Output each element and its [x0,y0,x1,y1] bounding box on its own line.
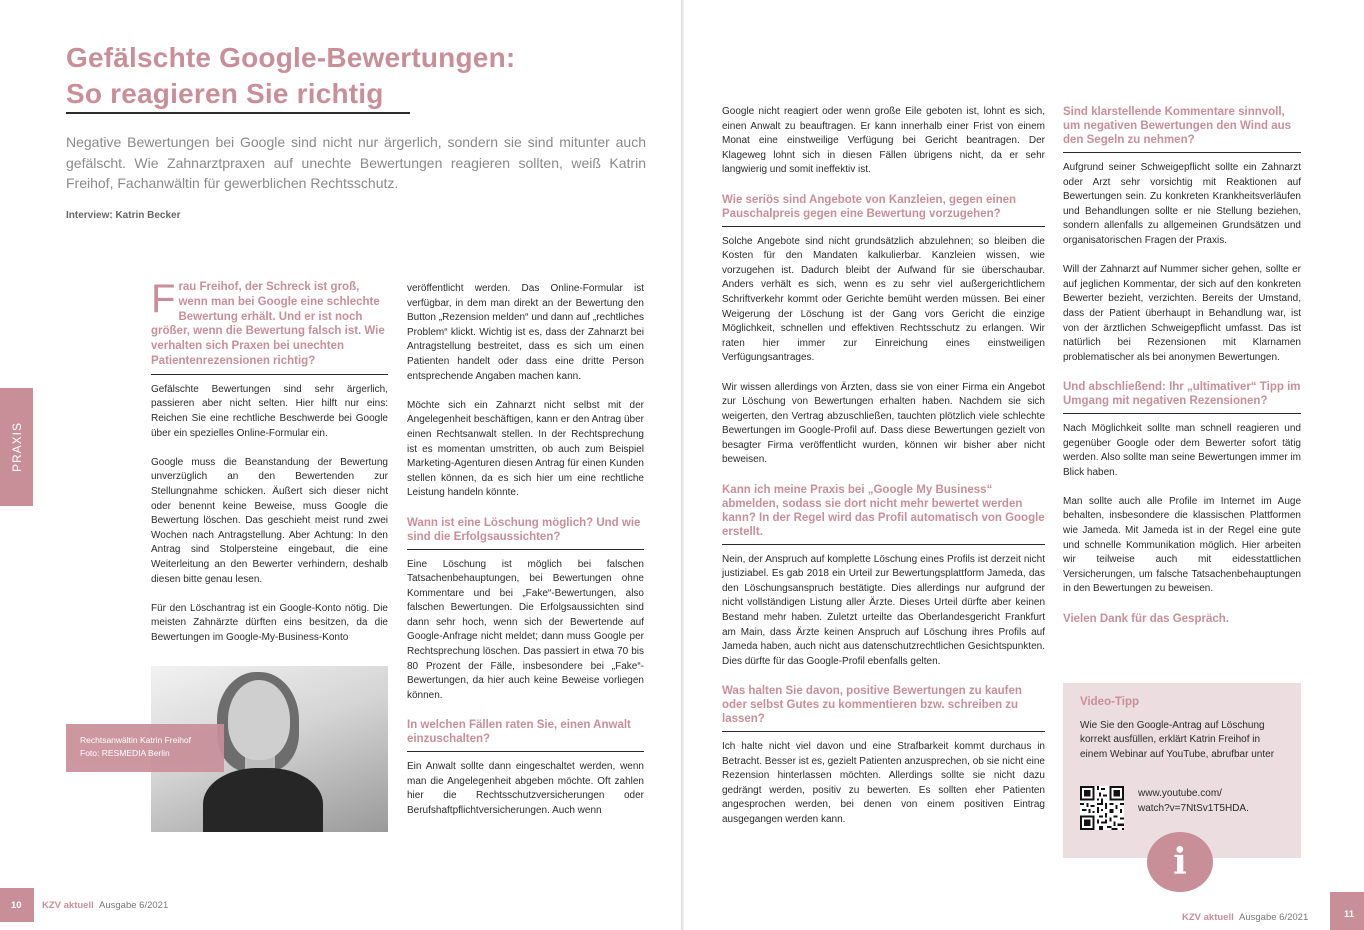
question-heading: Sind klarstellende Kommentare sinnvoll, um negativen Bewertungen den Wind aus den Segeln zu nehmen? [1063,105,1301,153]
video-tip-text: Wie Sie den Google-Antrag auf Löschung korrekt ausfüllen, erklärt Katrin Freihof in einem Webinar auf YouTube, abrufbar unter [1080,719,1275,760]
paragraph: Ein Anwalt sollte dann eingeschaltet werden, wenn man die Angelegenheit abgeben möchte. Oft zahlen hier die Rechtsschutzversicherungen oder Berufshaftpflichtversicherungen. Auch wenn [407,761,644,816]
lead-paragraph: Negative Bewertungen bei Google sind nicht nur ärgerlich, sondern sie sind mitunter auch gefälscht. Wie Zahnarztpraxen auf unechte Bewertungen reagieren sollten, weiß Katrin Freihof, Fachanwältin für gewerblichen Rechtsschutz. [66,134,646,191]
column-3 [722,105,1045,842]
footer-brand: KZV aktuell [1182,912,1234,923]
video-tip-title: Video-Tipp [1080,696,1139,708]
page-number-right [1330,892,1364,930]
qr-code-icon[interactable] [1080,786,1124,830]
question-heading: In welchen Fällen raten Sie, einen Anwalt einzuschalten? [407,718,644,752]
video-link[interactable] [1138,787,1249,816]
section-tab-label: PRAXIS [9,421,24,473]
intro-question-text: rau Freihof, der Schreck ist groß, wenn man bei Google eine schlechte Bewertung erhält. Und er ist noch größer, wenn die Bewertung falsch ist. Wie verhalten sich Praxen bei unechten Patientenrezensionen richtig? [151,281,385,367]
footer-brand: KZV aktuell [42,900,94,911]
paragraph: Will der Zahnarzt auf Nummer sicher gehen, sollte er auf jeglichen Kommentar, der sich auf den konkreten Bewerter bezieht, verzichten. Bereits der Umstand, dass der Patient überhaupt in Behandlung war, ist von der ärztlichen Schweigepflicht umfasst. Das ist natürlich bei Rezensionen mit Klarnamen problematischer als bei anonymen Bewertungen. [1063,264,1301,363]
video-link-line2[interactable]: watch?v=7NtSv1T5HDA. [1138,802,1249,814]
right-page [684,0,1364,930]
paragraph: Google nicht reagiert oder wenn große Eile geboten ist, lohnt es sich, einen Anwalt zu beauftragen. Er kann innerhalb einer Frist von einem Monat eine einstweilige Verfügung bei Gericht beantragen. Der Klageweg lohnt sich in diesen Fällen übrigens nicht, da er sehr langwierig und somit ineffektiv ist. [722,106,1045,176]
info-icon: i [1147,832,1213,892]
title-line-2: So reagieren Sie richtig [66,78,384,109]
caption-name: Rechtsanwältin Katrin Freihof [80,735,192,745]
page-number-text: 11 [1343,909,1354,920]
drop-cap: F [151,277,176,321]
paragraph: Ich halte nicht viel davon und eine Strafbarkeit kommt durchaus in Betracht. Besser ist es, gezielt Patienten anzusprechen, ob sie nicht eine Rezension hinterlassen möchten. Allerdings sollte sie nicht dazu gedrängt werden, positiv zu bewerten. Es sollten eher Patienten angesprochen werden, bei denen von einem positiven Eintrag ausgegangen werden kann. [722,741,1045,825]
paragraph: Man sollte auch alle Profile im Internet im Auge behalten, insbesondere die klassischen Plattformen wie Jameda. Mit Jameda ist in der Regel eine gute und schnelle Kommunikation möglich. Hier arbeiten wir teilweise auch mit eidesstattlichen Versicherungen, um falsche Tatsachenbehauptungen in den Bewertungen zu beweisen. [1063,495,1301,595]
question-heading: Kann ich meine Praxis bei „Google My Business“ abmelden, sodass sie dort nicht mehr bewertet werden kann? In der Regel wird das Profil automatisch von Google erstellt. [722,483,1045,545]
column-2 [407,282,644,833]
intro-question [151,277,388,375]
paragraph: Wir wissen allerdings von Ärzten, dass sie von einer Firma ein Angebot zur Löschung von Bewertungen erhalten haben. Nachdem sie sich weigerten, den Vertrag abzuschließen, tauchten plötzlich viele schlechte Bewertungen im Google-Profil auf. Dass diese Bewertungen gezielt von besagter Firma veröffentlicht wurden, können wir bisher aber nicht beweisen. [722,381,1045,466]
footer-left [42,900,168,911]
question-heading: Und abschließend: Ihr „ultimativer“ Tipp im Umgang mit negativen Rezensionen? [1063,380,1301,414]
column-1 [151,277,388,660]
page-number-left [0,888,34,922]
paragraph: Eine Löschung ist möglich bei falschen Tatsachenbehauptungen, bei Bewertungen ohne Kommentare und bei „Fake“-Bewertungen, also falschen Bewertungen. Die Erfolgsaussichten sind dann sehr hoch, wenn sich der Bewertende auf Google-Anfrage nicht meldet; dann muss Google per Rechtsprechung löschen. Das passiert in etwa 70 bis 80 Prozent der Fälle, insbesondere bei „Fake“-Bewertungen, da hier auch keine Beweise vorliegen können. [407,558,644,701]
footer-right [1182,912,1308,923]
photo-caption [66,724,224,772]
paragraph: veröffentlicht werden. Das Online-Formular ist verfügbar, in dem man direkt an der Bewertung den Button „Rezension melden“ und dann auf „rechtliches Problem“ klickt. Wichtig ist es, dass der Zahnarzt bei Antragstellung bestreitet, dass es sich um einen Patienten handelt oder dass eine dritte Person entsprechende Angaben machen kann. [407,283,644,382]
footer-issue: Ausgabe 6/2021 [99,900,169,911]
question-heading: Was halten Sie davon, positive Bewertungen zu kaufen oder selbst Gutes zu kommentieren bzw. schreiben zu lassen? [722,684,1045,732]
paragraph: Nach Möglichkeit sollte man schnell reagieren und gegenüber Google oder dem Bewerter sofort tätig werden. Also sollte man seine Bewertungen immer im Blick haben. [1063,422,1301,478]
paragraph: Für den Löschantrag ist ein Google-Konto nötig. Die meisten Zahnärzte dürften eins besitzen, da die Bewertungen im Google-My-Business-Konto [151,602,388,643]
section-tab [0,388,33,506]
paragraph: Google muss die Beanstandung der Bewertung unverzüglich an den Bewertenden zur Stellungnahme schicken. Äußert sich dieser nicht oder benennt keine Beweise, muss Google die Bewertung löschen. Das geschieht meist rund zwei Wochen nach Antragstellung. Aber Achtung: In den Antrag sind Stolpersteine eingebaut, die eine Weiterleitung an den Bewerter verhindern, deshalb diesen bitte genau lesen. [151,456,388,585]
paragraph: Aufgrund seiner Schweigepflicht sollte ein Zahnarzt oder Arzt sehr vorsichtig mit Reaktionen auf Bewertungen sein. Zu konkreten Krankheitsverläufen und Behandlungen sollte er nie Stellung beziehen, sondern allenfalls zu allgemeinen Grundsätzen und organisatorischen Fragen der Praxis. [1063,162,1301,246]
paragraph: Möchte sich ein Zahnarzt nicht selbst mit der Angelegenheit beschäftigen, kann er den Antrag über einen Rechtsanwalt stellen. In der Rechtsprechung ist es momentan umstritten, ob auch zum Beispiel Marketing-Agenturen diesen Antrag für einen Kunden stellen können, da es sich hier um eine rechtliche Leistung handeln könnte. [407,399,644,499]
title-underline [66,112,410,114]
column-4 [1063,105,1301,641]
article-title [66,40,515,112]
paragraph: Nein, der Anspruch auf komplette Löschung eines Profils ist derzeit nicht justiziabel. Es gab 2018 ein Urteil zur Bewertungsplattform Jameda, das den Löschungsanspruch bestätigte. Dies allerdings nur aufgrund der nicht vollständigen Listung aller Ärzte. Dieses Urteil dürfte aber keinen Bestand mehr haben. Zuletzt urteilte das Oberlandesgericht Frankfurt am Main, dass Ärzte keinen Anspruch auf Löschung ihres Profils auf Jameda haben, auch nicht aus datenschutzrechtlichen Gesichtspunkten. Dies dürfte für das Google-Profil ebenfalls gelten. [722,553,1045,667]
question-heading: Wann ist eine Löschung möglich? Und wie sind die Erfolgsaussichten? [407,516,644,550]
byline: Interview: Katrin Becker [66,210,181,221]
footer-issue: Ausgabe 6/2021 [1239,912,1309,923]
paragraph: Gefälschte Bewertungen sind sehr ärgerlich, passieren aber nicht selten. Hier hilft nur eins: Reichen Sie eine rechtliche Beschwerde bei Google über ein spezielles Online-Formular ein. [151,383,388,439]
video-link-line1[interactable]: www.youtube.com/ [1138,788,1222,799]
closing-thanks: Vielen Dank für das Gespräch. [1063,612,1229,625]
caption-credit: Foto: RESMEDIA Berlin [80,748,170,758]
question-heading: Wie seriös sind Angebote von Kanzleien, gegen einen Pauschalpreis gegen eine Bewertung vorzugehen? [722,193,1045,227]
paragraph: Solche Angebote sind nicht grundsätzlich abzulehnen; so bleiben die Kosten für den Mandaten kalkulierbar. Kanzleien wissen, wie vorzugehen ist. Dadurch bleibt der Aufwand für sie überschaubar. Anders verhält es sich, wenn es zu sehr viel außergerichtlichem Schriftverkehr kommt oder Gerichte bemüht werden müssen. Bei einer Weigerung der Löschung ist der Gang vors Gericht die einzige Möglichkeit, schnellen und effektiven Rechtsschutz zu erlangen. Wir raten hier immer zur Einreichung eines einstweiligen Verfügungsantrages. [722,235,1045,364]
title-line-1: Gefälschte Google-Bewertungen: [66,42,516,73]
left-page [0,0,681,930]
page-number-text: 10 [11,900,22,911]
